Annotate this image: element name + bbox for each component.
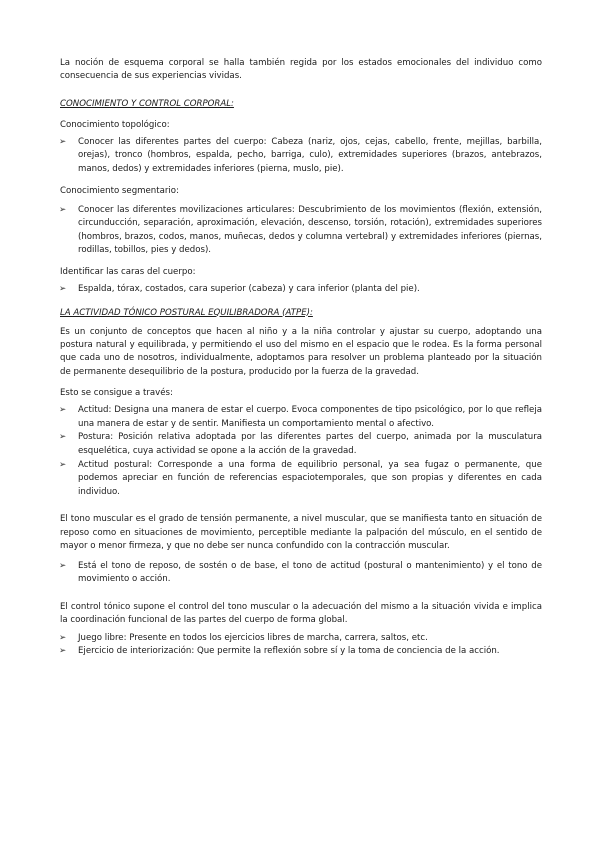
section-heading-atpe: LA ACTIVIDAD TÓNICO POSTURAL EQUILIBRADORA (ATPE): [60,307,313,318]
list-topologico [60,136,542,177]
tono-muscular-paragraph: El tono muscular es el grado de tensión permanente, a nivel muscular, que se manifiesta tanto en situación de reposo como en situaciones de movimiento, perceptible mediante la palpación del músculo, en el sentido de mayor o menor firmeza, y que no debe ser nunca confundido con la contracción muscular. [60,514,542,552]
document-page [60,57,542,659]
subheading-segmentario: Conocimiento segmentario: [60,185,179,196]
list-tono [60,560,542,587]
list-item: ➢ Está el tono de reposo, de sostén o de base, el tono de actitud (postural o mantenimiento) y el tono de movimiento o acción. [59,560,542,585]
arrow-bullet-icon: ➢ [59,432,67,443]
arrow-bullet-icon: ➢ [59,405,67,416]
list-item: ➢ Espalda, tórax, costados, cara superior (cabeza) y cara inferior (planta del pie). [78,283,542,297]
list-item: ➢ Juego libre: Presente en todos los ejercicios libres de marcha, carrera, saltos, etc. [78,632,542,646]
subheading-caras: Identificar las caras del cuerpo: [60,266,196,277]
list-item: ➢ Ejercicio de interiorización: Que permite la reflexión sobre sí y la toma de conciencia de la acción. [78,645,542,659]
control-tonico-paragraph: El control tónico supone el control del tono muscular o la adecuación del mismo a la situación vivida e implica la coordinación funcional de las partes del cuerpo de forma global. [60,601,542,626]
list-item: ➢ Actitud: Designa una manera de estar el cuerpo. Evoca componentes de tipo psicológico, por lo que refleja una manera de estar y de sentir. Manifiesta un comportamiento mental o afectivo. [59,405,542,429]
arrow-bullet-icon: ➢ [59,204,67,215]
list-item: ➢ Actitud postural: Corresponde a una forma de equilibrio personal, ya sea fugaz o permanente, que podemos apreciar en función de referencias espaciotemporales, que son propias y diferentes en cada individuo. [59,459,542,497]
arrow-bullet-icon: ➢ [59,283,67,294]
list-segmentario [60,204,542,258]
arrow-bullet-icon: ➢ [59,136,67,147]
list-actitud [60,404,542,499]
arrow-bullet-icon: ➢ [59,560,67,571]
section-heading-control-corporal: CONOCIMIENTO Y CONTROL CORPORAL: [60,98,234,109]
arrow-bullet-icon: ➢ [59,632,67,643]
lead-text: Esto se consigue a través: [60,388,173,399]
arrow-bullet-icon: ➢ [59,646,67,657]
atpe-paragraph: Es un conjunto de conceptos que hacen al niño y a la niña controlar y ajustar su cuerpo, adoptando una postura natural y equilibrada, y permitiendo el uso del mismo en el espacio que le rodea. Es la forma personal que cada uno de nosotros, individualmente, adoptamos para resolver un problema planteado por la situación de permanente desequilibrio de la postura, producido por la fuerza de la gravedad. [60,326,542,377]
intro-paragraph: La noción de esquema corporal se halla también regida por los estados emocionales del individuo como consecuencia de sus experiencias vividas. [60,58,542,82]
list-item: ➢ Conocer las diferentes movilizaciones articulares: Descubrimiento de los movimientos (flexión, extensión, circunducción, separación, aproximación, elevación, descenso, torsión, rotación), extremidades superiores (hombros, brazos, codos, manos, muñecas, dedos y columna vertebral) y extremidades inferiores (piernas, rodillas, tobillos, pies y dedos). [59,204,542,256]
list-item: ➢ Postura: Posición relativa adoptada por las diferentes partes del cuerpo, animada por la musculatura esquelética, cuya actividad se opone a la acción de la gravedad. [59,432,542,456]
arrow-bullet-icon: ➢ [59,459,67,470]
list-caras [60,283,542,297]
subheading-topologico: Conocimiento topológico: [60,119,170,130]
list-juego [60,632,542,659]
list-item: ➢ Conocer las diferentes partes del cuerpo: Cabeza (nariz, ojos, cejas, cabello, frente, mejillas, barbilla, orejas), tronco (hombros, espalda, pecho, barriga, culo), extremidades superiores (brazos, antebrazos, manos, dedos) y extremidades inferiores (pierna, muslo, pie). [59,136,542,174]
